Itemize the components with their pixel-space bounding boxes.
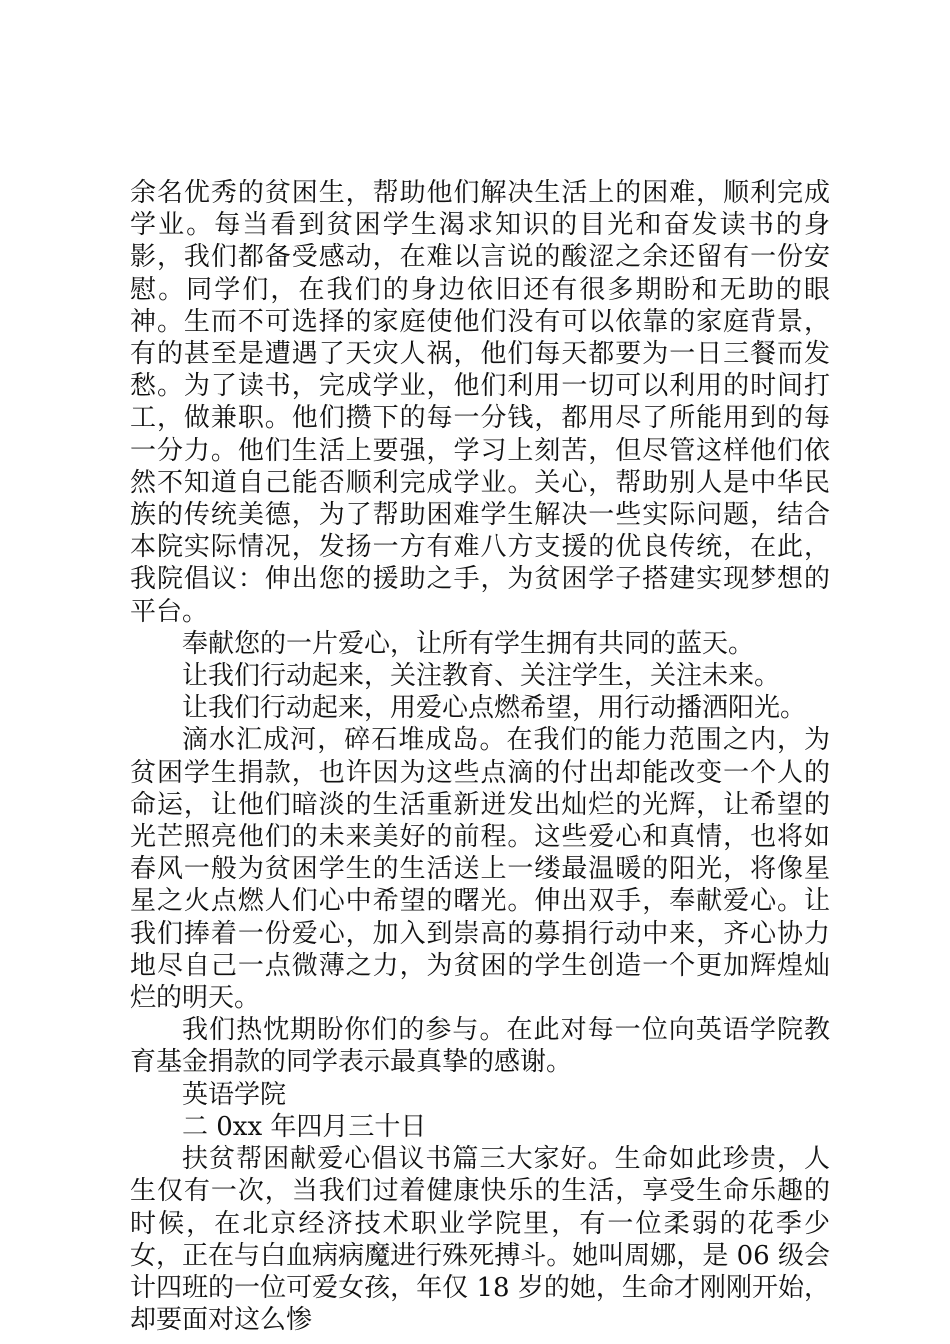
signature-date: 二 0xx 年四月三十日 [182,1111,427,1142]
paragraph-3: 让我们行动起来，关注教育、关注学生，关注未来。 [182,661,781,692]
paragraph-1: 余名优秀的贫困生，帮助他们解决生活上的困难，顺利完成学业。每当看到贫困学生渴求知识的目光和奋发读书的身影，我们都备受感动，在难以言说的酸涩之余还留有一份安慰。同学们，在我们的身边依旧还有很多期盼和无助的眼神。生而不可选择的家庭使他们没有可以依靠的家庭背景，有的甚至是遭遇了天灾人祸，他们每天都要为一日三餐而发愁。为了读书，完成学业，他们利用一切可以利用的时间打工，做兼职。他们攒下的每一分钱，都用尽了所能用到的每一分力。他们生活上要强，学习上刻苦，但尽管这样他们依然不知道自己能否顺利完成学业。关心，帮助别人是中华民族的传统美德，为了帮助困难学生解决一些实际问题，结合本院实际情况，发扬一方有难八方支援的优良传统，在此，我院倡议：伸出您的援助之手，为贫困学子搭建实现梦想的平台。 [130,178,830,627]
document-body [130,177,830,1336]
paragraph-2: 奉献您的一片爱心，让所有学生拥有共同的蓝天。 [182,628,755,659]
paragraph-4: 让我们行动起来，用爱心点燃希望，用行动播洒阳光。 [182,693,807,724]
paragraph-6: 我们热忱期盼你们的参与。在此对每一位向英语学院教育基金捐款的同学表示最真挚的感谢。 [130,1015,830,1078]
paragraph-9: 扶贫帮困献爱心倡议书篇三大家好。生命如此珍贵，人生仅有一次，当我们过着健康快乐的生活，享受生命乐趣的时候，在北京经济技术职业学院里，有一位柔弱的花季少女，正在与白血病病魔进行殊死搏斗。她叫周娜，是 06 级会计四班的一位可爱女孩，年仅 18 岁的她，生命才刚刚开始，却要面对这么惨 [130,1144,830,1336]
paragraph-5: 滴水汇成河，碎石堆成岛。在我们的能力范围之内，为贫困学生捐款，也许因为这些点滴的付出却能改变一个人的命运，让他们暗淡的生活重新迸发出灿烂的光辉，让希望的光芒照亮他们的未来美好的前程。这些爱心和真情，也将如春风一般为贫困学生的生活送上一缕最温暖的阳光，将像星星之火点燃人们心中希望的曙光。伸出双手，奉献爱心。让我们捧着一份爱心，加入到崇高的募捐行动中来，齐心协力地尽自己一点微薄之力，为贫困的学生创造一个更加辉煌灿烂的明天。 [130,725,830,1014]
signature-college: 英语学院 [182,1079,287,1110]
